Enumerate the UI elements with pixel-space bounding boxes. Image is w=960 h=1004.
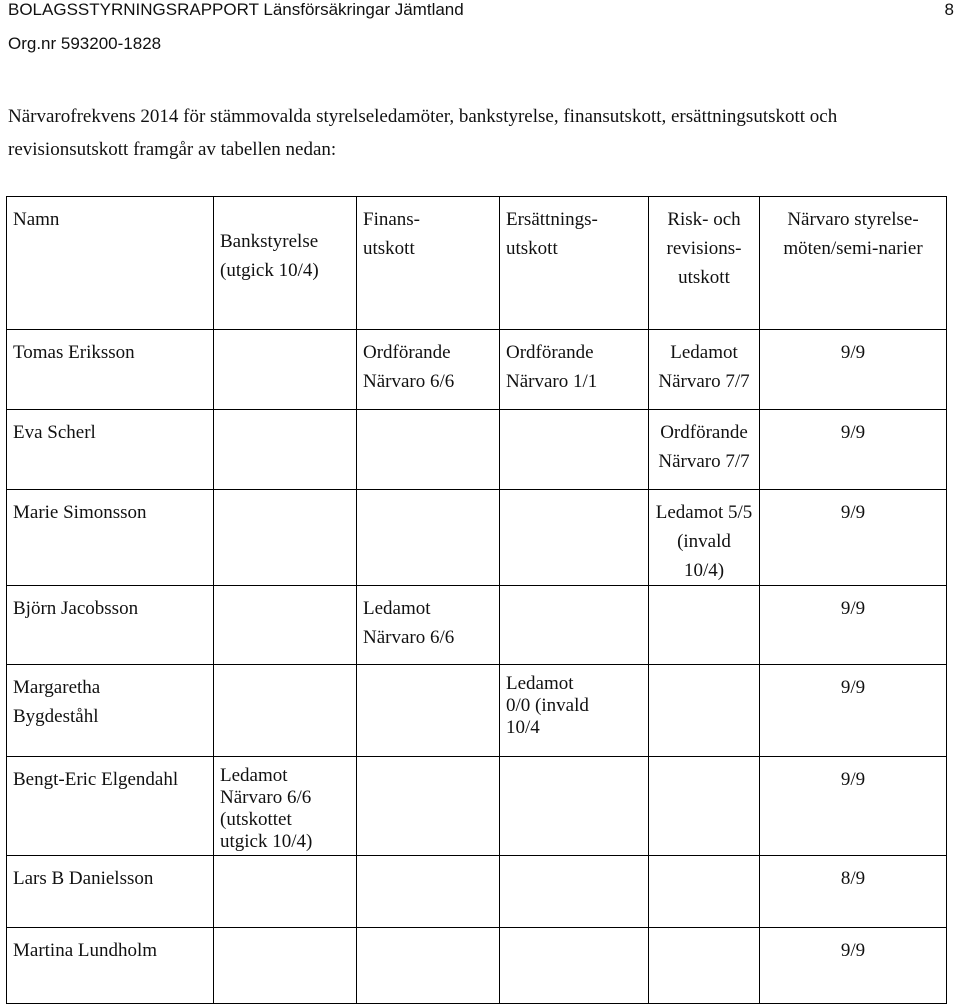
cell-line: 9/9 [840, 940, 866, 961]
cell-name [7, 586, 214, 665]
cell-line: Närvaro 1/1 [506, 371, 598, 392]
cell-bankstyrelse [214, 928, 357, 1004]
table-row [7, 665, 947, 757]
cell-name [7, 757, 214, 856]
cell-line: 9/9 [840, 342, 866, 363]
cell-ersattningsutskott [500, 490, 649, 586]
cell-narvaro [760, 410, 947, 490]
table-row [7, 856, 947, 928]
cell-line: 0/0 (invald [506, 695, 589, 716]
cell-finansutskott [357, 665, 500, 757]
intro-paragraph: Närvarofrekvens 2014 för stämmovalda styrelseledamöter, bankstyrelse, finansutskott, ersättningsutskott och revisionsutskott framgår av tabellen nedan: [8, 106, 838, 160]
table-header-row [7, 197, 947, 330]
header-narvaro-styrelsemoten: Närvaro styrelse- möten/semi-narier [760, 197, 947, 330]
cell-line: 10/4 [506, 717, 540, 738]
cell-finansutskott [357, 856, 500, 928]
cell-line: 9/9 [840, 598, 866, 619]
cell-line: Eva Scherl [13, 422, 96, 443]
cell-line: Närvaro 6/6 [220, 787, 312, 808]
cell-line: 9/9 [840, 769, 866, 790]
header-name: Namn [7, 197, 214, 330]
cell-name [7, 410, 214, 490]
cell-line: Ledamot [363, 598, 431, 619]
cell-risk-revisionsutskott [649, 856, 760, 928]
cell-line: Marie Simonsson [13, 502, 147, 523]
cell-line: (invald 10/4) [677, 531, 731, 581]
cell-ersattningsutskott [500, 856, 649, 928]
cell-line: Bygdeståhl [13, 706, 99, 727]
cell-finansutskott [357, 586, 500, 665]
cell-name [7, 665, 214, 757]
attendance-table [6, 196, 947, 1004]
cell-name [7, 330, 214, 410]
cell-risk-revisionsutskott [649, 490, 760, 586]
cell-line: Ledamot 5/5 [655, 502, 753, 523]
cell-line: Ledamot [220, 765, 288, 786]
table-row [7, 410, 947, 490]
cell-line: Närvaro 7/7 [658, 371, 750, 392]
cell-line: 9/9 [840, 422, 866, 443]
cell-line: Närvaro 7/7 [658, 451, 750, 472]
cell-ersattningsutskott [500, 410, 649, 490]
cell-ersattningsutskott [500, 757, 649, 856]
table-row [7, 757, 947, 856]
cell-narvaro [760, 586, 947, 665]
cell-finansutskott [357, 490, 500, 586]
cell-risk-revisionsutskott [649, 330, 760, 410]
org-number: Org.nr 593200-1828 [8, 34, 162, 53]
cell-risk-revisionsutskott [649, 586, 760, 665]
cell-narvaro [760, 665, 947, 757]
cell-line: Martina Lundholm [13, 940, 158, 961]
cell-finansutskott [357, 757, 500, 856]
cell-narvaro [760, 757, 947, 856]
cell-line: Tomas Eriksson [13, 342, 135, 363]
table-row [7, 490, 947, 586]
cell-line: Margaretha [13, 677, 101, 698]
cell-bankstyrelse [214, 490, 357, 586]
cell-bankstyrelse [214, 856, 357, 928]
cell-risk-revisionsutskott [649, 928, 760, 1004]
cell-ersattningsutskott [500, 586, 649, 665]
page-number: 8 [944, 0, 954, 19]
cell-finansutskott [357, 330, 500, 410]
cell-line: 9/9 [840, 502, 866, 523]
cell-line: Björn Jacobsson [13, 598, 139, 619]
cell-line: Närvaro 6/6 [363, 627, 455, 648]
cell-line: 8/9 [840, 868, 866, 889]
header-ersattningsutskott: Ersättnings- utskott [500, 197, 649, 330]
cell-bankstyrelse [214, 757, 357, 856]
table-row [7, 330, 947, 410]
cell-ersattningsutskott [500, 330, 649, 410]
cell-bankstyrelse [214, 665, 357, 757]
cell-line: Lars B Danielsson [13, 868, 154, 889]
cell-finansutskott [357, 928, 500, 1004]
cell-line: utgick 10/4) [220, 831, 313, 852]
cell-bankstyrelse [214, 410, 357, 490]
cell-risk-revisionsutskott [649, 757, 760, 856]
cell-name [7, 490, 214, 586]
cell-line: Ordförande [506, 342, 594, 363]
cell-line: Ledamot [670, 342, 738, 363]
cell-finansutskott [357, 410, 500, 490]
cell-narvaro [760, 856, 947, 928]
cell-risk-revisionsutskott [649, 410, 760, 490]
cell-bankstyrelse [214, 330, 357, 410]
cell-narvaro [760, 490, 947, 586]
cell-name [7, 928, 214, 1004]
header-bankstyrelse: Bankstyrelse (utgick 10/4) [214, 197, 357, 330]
cell-ersattningsutskott [500, 928, 649, 1004]
table-row [7, 928, 947, 1004]
cell-line: Ordförande [660, 422, 748, 443]
cell-line: 9/9 [840, 677, 866, 698]
cell-line: Närvaro 6/6 [363, 371, 455, 392]
header-risk-revisionsutskott: Risk- och revisions- utskott [649, 197, 760, 330]
cell-line: Ledamot [506, 673, 574, 694]
header-finansutskott: Finans- utskott [357, 197, 500, 330]
table-row [7, 586, 947, 665]
cell-line: Bengt-Eric Elgendahl [13, 769, 179, 790]
cell-risk-revisionsutskott [649, 665, 760, 757]
cell-narvaro [760, 928, 947, 1004]
cell-ersattningsutskott [500, 665, 649, 757]
cell-bankstyrelse [214, 586, 357, 665]
report-header-title: BOLAGSSTYRNINGSRAPPORT Länsförsäkringar Jämtland [8, 0, 464, 19]
cell-line: Ordförande [363, 342, 451, 363]
cell-name [7, 856, 214, 928]
cell-narvaro [760, 330, 947, 410]
cell-line: (utskottet [220, 809, 292, 830]
